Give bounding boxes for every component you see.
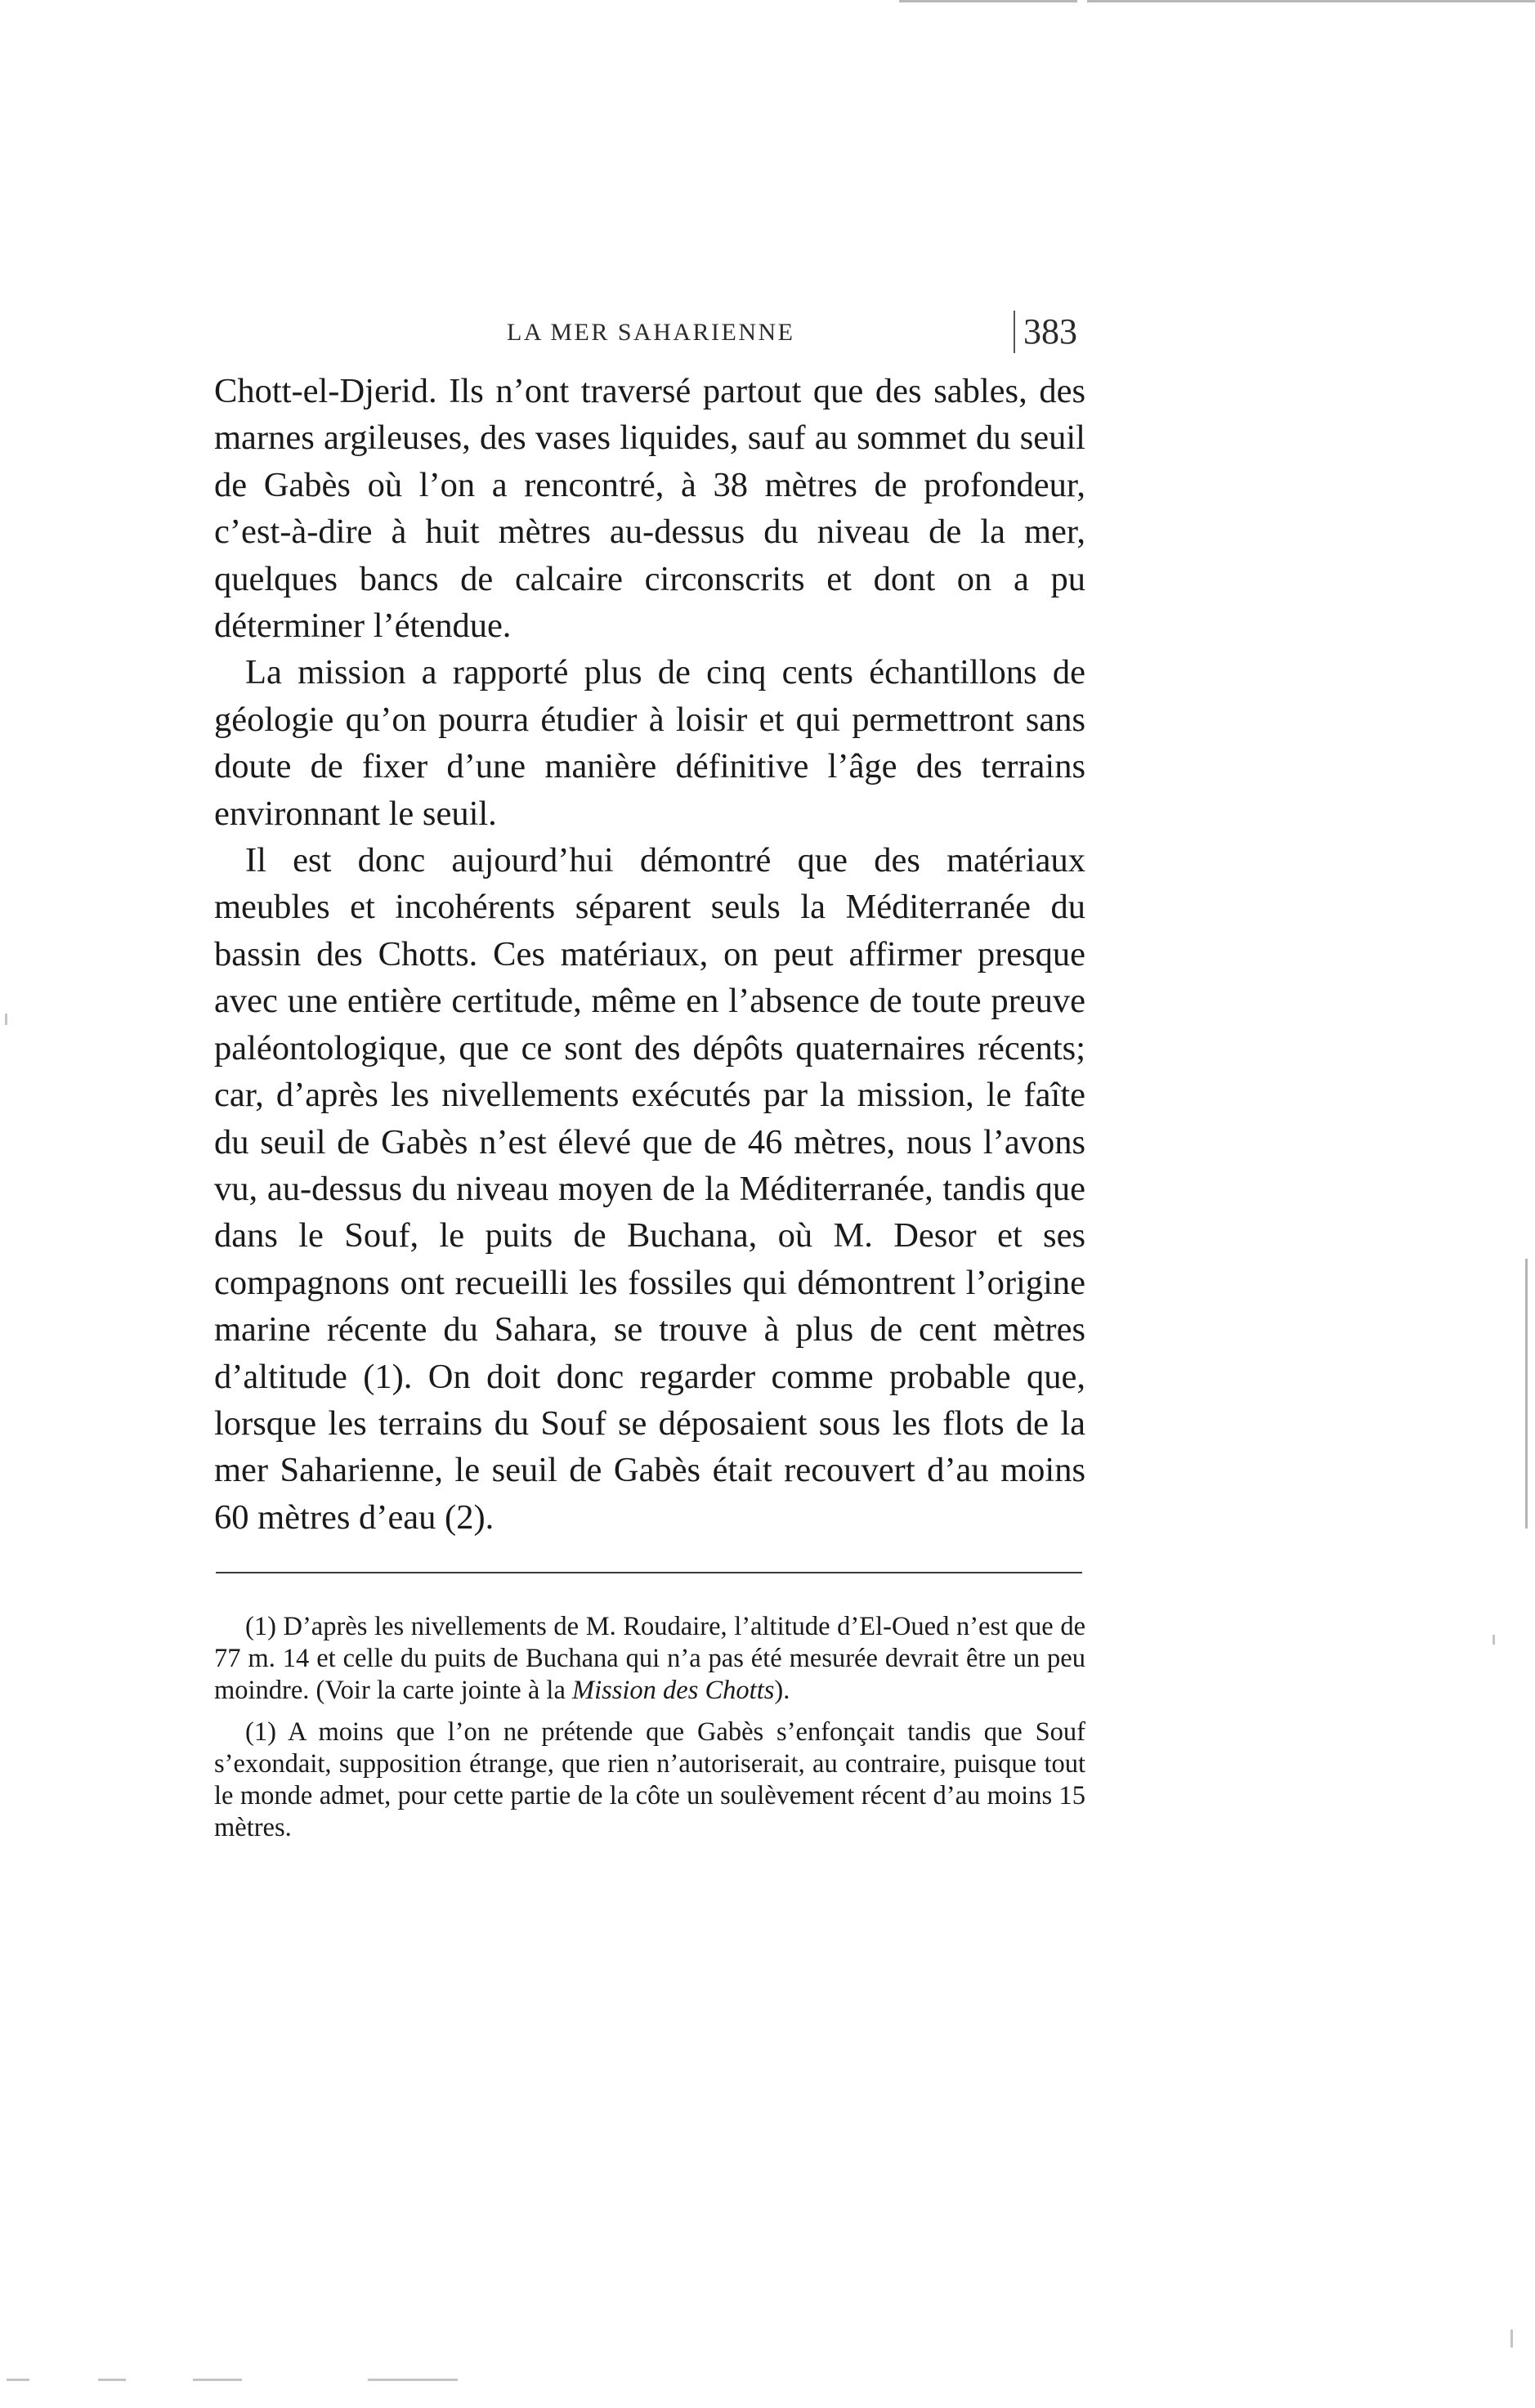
book-page bbox=[214, 311, 1085, 1844]
footnote-rule bbox=[216, 1572, 1082, 1573]
scan-edge-gap bbox=[1077, 0, 1087, 2]
scan-mark bbox=[368, 2379, 458, 2381]
scan-mark bbox=[193, 2379, 242, 2381]
running-head bbox=[214, 311, 1085, 368]
scan-mark bbox=[7, 2379, 29, 2381]
footnote-1-text: (1) D’après les nivellements de M. Roudaire, l’altitude d’El-Oued n’est que de 77 m. 14 et celle du puits de Buchana qui n’a pas été mesurée devrait être un peu moindre. (Voir la carte jointe à la bbox=[214, 1612, 1085, 1706]
body-paragraph: Il est donc aujourd’hui démontré que des matériaux meubles et incohérents séparent seuls la Méditerranée du bassin des Chotts. Ces matériaux, on peut affirmer presque avec une entière certitude, même en l’absence de toute preuve paléontologique, que ce sont des dépôts quaternaires récents; car, d’après les nivellements exécutés par la mission, le faîte du seuil de Gabès n’est élevé que de 46 mètres, nous l’avons vu, au-dessus du niveau moyen de la Méditerranée, tandis que dans le Souf, le puits de Buchana, où M. Desor et ses compagnons ont recueilli les fossiles qui démontrent l’origine marine récente du Sahara, se trouve à plus de cent mètres d’altitude (1). On doit donc regarder comme probable que, lorsque les terrains du Souf se déposaient sous les flots de la mer Saharienne, le seuil de Gabès était recouvert d’au moins 60 mètres d’eau (2). bbox=[214, 841, 1085, 1537]
scan-edge-top bbox=[899, 0, 1535, 2]
page-number: 383 bbox=[1014, 311, 1077, 353]
scan-mark bbox=[5, 1014, 7, 1025]
footnotes bbox=[214, 1611, 1085, 1844]
body-paragraph: Chott-el-Djerid. Ils n’ont traversé partout que des sables, des marnes argileuses, des vases liquides, sauf au sommet du seuil de Gabès où l’on a rencontré, à 38 mètres de profondeur, c’est-à-dire à huit mètres au-dessus du niveau de la mer, quelques bancs de calcaire circonscrits et dont on a pu déterminer l’étendue. bbox=[214, 372, 1085, 646]
running-title: LA MER SAHARIENNE bbox=[507, 319, 795, 346]
footnote-1-end: ). bbox=[774, 1676, 790, 1706]
scan-mark bbox=[1510, 2330, 1513, 2348]
scan-mark bbox=[1492, 1635, 1495, 1645]
footnote-1-italic: Mission des Chotts bbox=[572, 1676, 775, 1706]
scan-edge-right bbox=[1525, 1259, 1528, 1528]
body-paragraph: La mission a rapporté plus de cinq cents échantillons de géologie qu’on pourra étudier à loisir et qui permettront sans doute de fixer d’une manière définitive l’âge des terrains environnant le seuil. bbox=[214, 653, 1085, 833]
footnote-1 bbox=[214, 1611, 1085, 1707]
footnote-2: (1) A moins que l’on ne prétende que Gabès s’enfonçait tandis que Souf s’exondait, supposition étrange, que rien n’autoriserait, au contraire, puisque tout le monde admet, pour cette partie de la côte un soulèvement récent d’au moins 15 mètres. bbox=[214, 1717, 1085, 1843]
scan-mark bbox=[98, 2379, 126, 2381]
